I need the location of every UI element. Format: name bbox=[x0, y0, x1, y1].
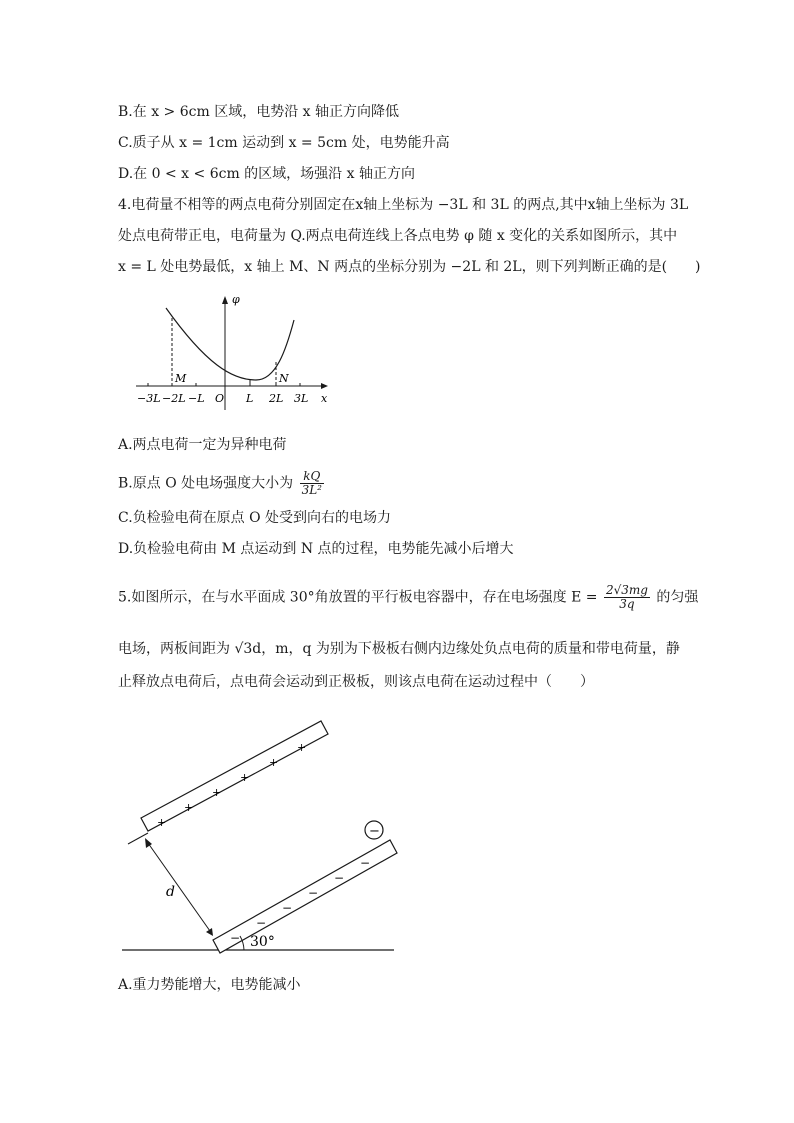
y-axis-label: φ bbox=[232, 293, 240, 306]
q5-capacitor-figure bbox=[118, 705, 408, 960]
distance-label: d bbox=[166, 884, 175, 900]
charge-sign: − bbox=[369, 824, 380, 839]
plus-sign: + bbox=[212, 786, 222, 799]
upper-extension-line bbox=[128, 833, 148, 844]
q5-stem-line-3: 止释放点电荷后，点电荷会运动到正极板，则该点电荷在运动过程中（ ） bbox=[118, 674, 594, 690]
angle-label: 30° bbox=[250, 934, 275, 950]
q4-option-b bbox=[118, 470, 326, 497]
x-axis-arrow-icon bbox=[321, 383, 328, 389]
q5-field-fraction bbox=[604, 584, 650, 611]
tick-label: −2L bbox=[162, 392, 186, 405]
q5-stem-text: 5.如图所示，在与水平面成 30°角放置的平行板电容器中，存在电场强度 E = bbox=[118, 589, 598, 606]
fraction-numerator: 2√3mg bbox=[605, 583, 648, 597]
q3-option-c: C.质子从 x = 1cm 运动到 x = 5cm 处，电势能升高 bbox=[118, 135, 450, 151]
minus-sign: − bbox=[308, 886, 319, 900]
tick-label: O bbox=[215, 392, 225, 405]
minus-sign: − bbox=[360, 856, 371, 870]
plus-sign: + bbox=[184, 801, 194, 814]
q4-stem-line-1: 4.电荷量不相等的两点电荷分别固定在x轴上坐标为 −3L 和 3L 的两点,其中x轴上坐标为 3L bbox=[118, 197, 689, 213]
q4-option-a: A.两点电荷一定为异种电荷 bbox=[118, 437, 287, 453]
fraction-numerator: kQ bbox=[300, 470, 324, 484]
q5-stem-line-1 bbox=[118, 584, 698, 611]
point-n-label: N bbox=[279, 372, 289, 385]
minus-sign: − bbox=[282, 901, 293, 915]
tick-label: 3L bbox=[294, 392, 309, 405]
plus-sign: + bbox=[240, 771, 250, 784]
q4-option-b-text: B.原点 O 处电场强度大小为 bbox=[118, 475, 294, 492]
q4-potential-graph bbox=[128, 288, 338, 410]
x-axis-label: x bbox=[321, 392, 328, 405]
distance-arrow bbox=[148, 843, 210, 931]
plus-sign: + bbox=[297, 741, 307, 754]
tick-label: −3L bbox=[137, 392, 161, 405]
q5-stem-line-2: 电场，两板间距为 √3d，m，q 为别为下极板右侧内边缘处负点电荷的质量和带电荷量，静 bbox=[118, 641, 680, 657]
minus-sign: − bbox=[334, 871, 345, 885]
y-axis-arrow-icon bbox=[222, 296, 228, 304]
minus-sign: − bbox=[256, 916, 267, 930]
plus-sign: + bbox=[157, 816, 167, 829]
tick-label: 2L bbox=[269, 392, 284, 405]
q4-option-b-fraction bbox=[300, 470, 324, 497]
q4-stem-line-3: x = L 处电势最低，x 轴上 M、N 两点的坐标分别为 −2L 和 2L，则下列判断正确的是( ) bbox=[118, 259, 701, 275]
potential-curve bbox=[166, 308, 294, 380]
q4-stem-line-2: 处点电荷带正电，电荷量为 Q.两点电荷连线上各点电势 φ 随 x 变化的关系如图所示，其中 bbox=[118, 228, 678, 244]
point-m-label: M bbox=[175, 372, 187, 385]
q3-option-b: B.在 x > 6cm 区域，电势沿 x 轴正方向降低 bbox=[118, 104, 399, 120]
fraction-denominator: 3q bbox=[619, 597, 635, 611]
tick-label: L bbox=[246, 392, 254, 405]
upper-plate bbox=[141, 721, 328, 831]
q3-option-d: D.在 0 < x < 6cm 的区域，场强沿 x 轴正方向 bbox=[118, 166, 415, 182]
plus-sign: + bbox=[269, 756, 279, 769]
q5-stem-text-suffix: 的匀强 bbox=[656, 589, 699, 606]
arrow-head-icon bbox=[206, 928, 213, 936]
q4-option-c: C.负检验电荷在原点 O 处受到向右的电场力 bbox=[118, 510, 392, 526]
minus-sign: − bbox=[230, 931, 241, 945]
q5-option-a: A.重力势能增大，电势能减小 bbox=[118, 977, 301, 993]
fraction-denominator: 3L² bbox=[301, 483, 322, 497]
q4-option-d: D.负检验电荷由 M 点运动到 N 点的过程，电势能先减小后增大 bbox=[118, 541, 514, 557]
tick-label: −L bbox=[188, 392, 205, 405]
